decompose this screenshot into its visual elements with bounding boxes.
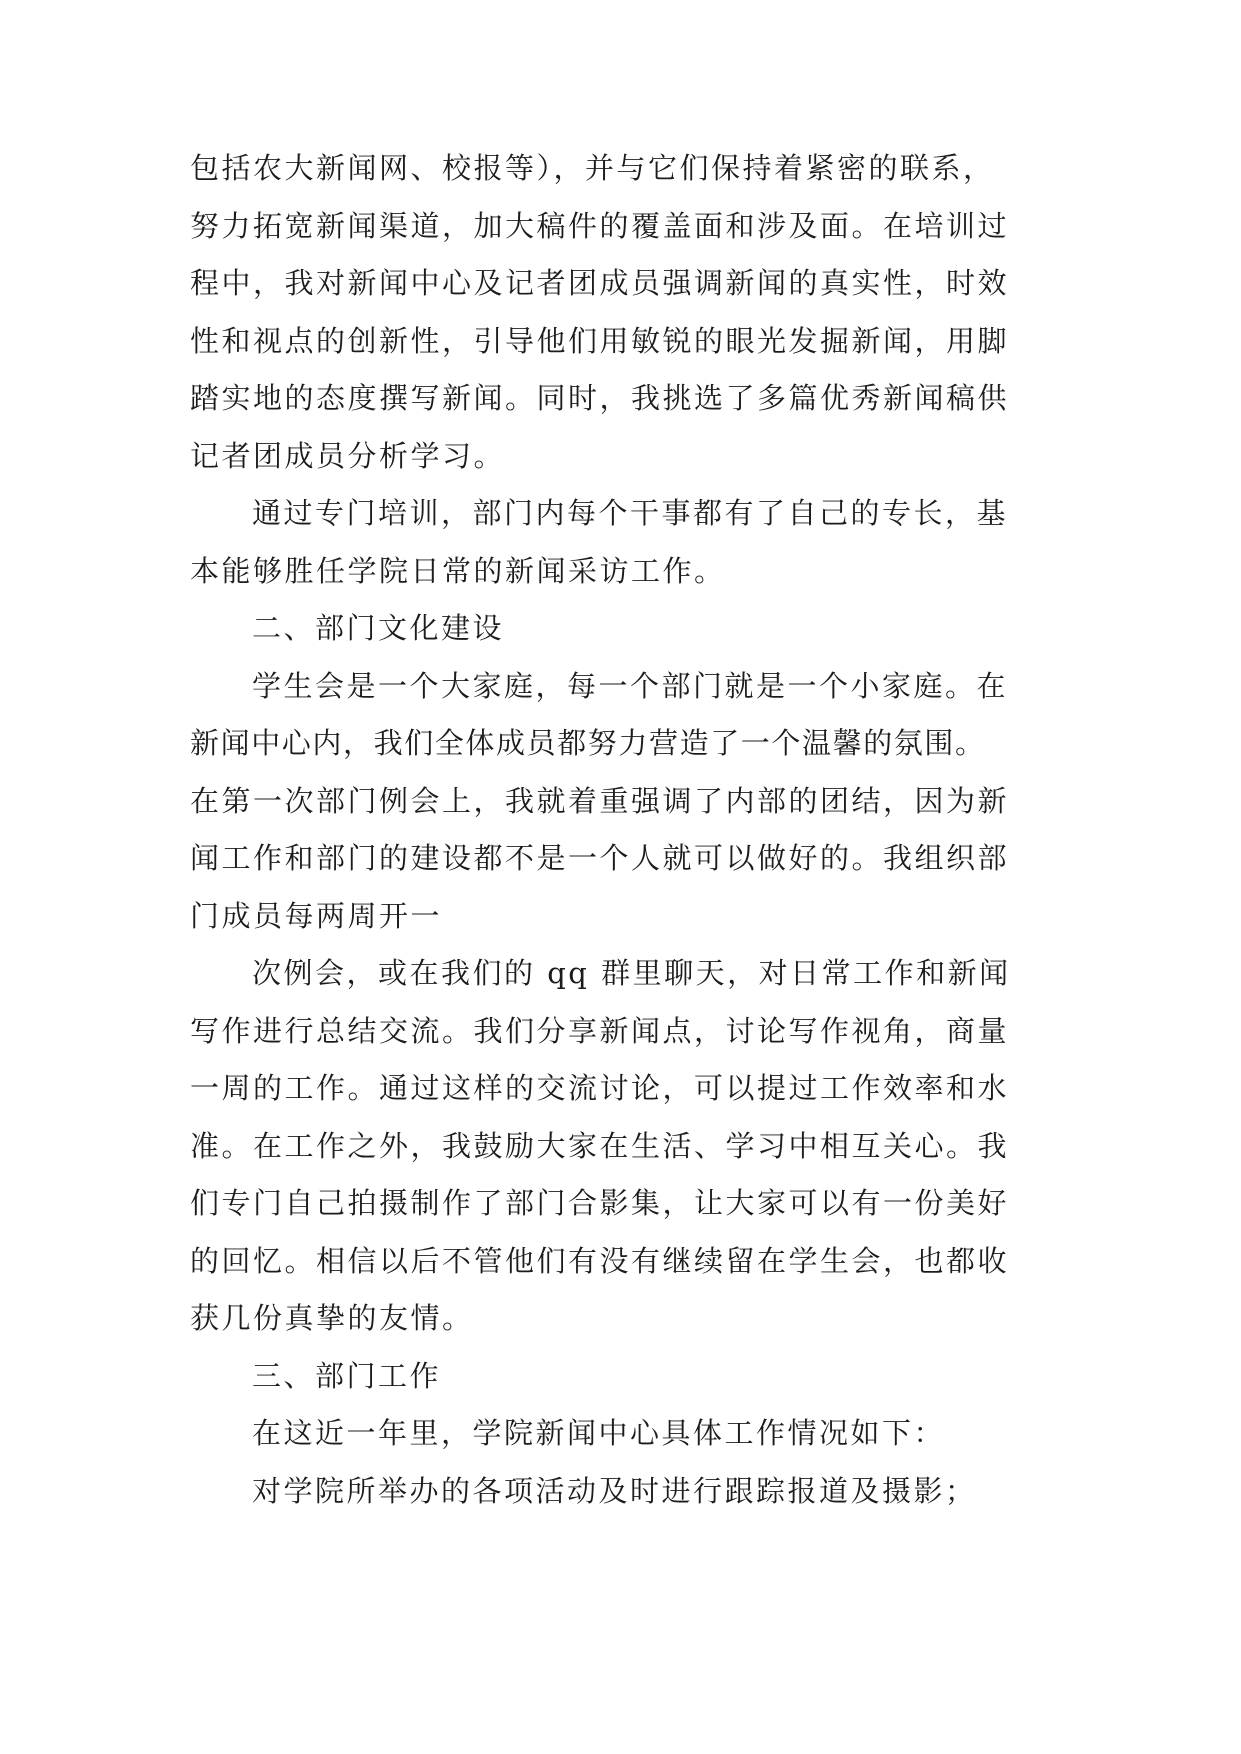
- body-text-line: 记者团成员分析学习。: [190, 439, 506, 473]
- paragraph-first-line: 次例会，或在我们的 qq 群里聊天，对日常工作和新闻: [252, 956, 1011, 990]
- body-text-line: 一周的工作。通过这样的交流讨论，可以提过工作效率和水: [190, 1071, 1010, 1105]
- body-text-line: 门成员每两周开一: [190, 899, 443, 933]
- body-text-line: 踏实地的态度撰写新闻。同时，我挑选了多篇优秀新闻稿供: [190, 381, 1010, 415]
- body-text-line: 写作进行总结交流。我们分享新闻点，讨论写作视角，商量: [190, 1014, 1010, 1048]
- body-text-line: 获几份真挚的友情。: [190, 1301, 474, 1335]
- body-text-line: 程中，我对新闻中心及记者团成员强调新闻的真实性，时效: [190, 266, 1010, 300]
- section-heading-culture: 二、部门文化建设: [252, 611, 505, 645]
- body-text-line: 们专门自己拍摄制作了部门合影集，让大家可以有一份美好: [190, 1186, 1010, 1220]
- paragraph-first-line: 通过专门培训，部门内每个干事都有了自己的专长，基: [252, 496, 1009, 530]
- body-text-line: 努力拓宽新闻渠道，加大稿件的覆盖面和涉及面。在培训过: [190, 209, 1010, 243]
- body-text-line: 性和视点的创新性，引导他们用敏锐的眼光发掘新闻，用脚: [190, 324, 1010, 358]
- section-heading-work: 三、部门工作: [252, 1359, 442, 1393]
- body-text-line: 在第一次部门例会上，我就着重强调了内部的团结，因为新: [190, 784, 1010, 818]
- body-text-line: 的回忆。相信以后不管他们有没有继续留在学生会，也都收: [190, 1244, 1010, 1278]
- paragraph-first-line: 在这近一年里，学院新闻中心具体工作情况如下：: [252, 1416, 946, 1450]
- body-text-line: 包括农大新闻网、校报等），并与它们保持着紧密的联系，: [190, 151, 995, 185]
- body-text-line: 准。在工作之外，我鼓励大家在生活、学习中相互关心。我: [190, 1129, 1010, 1163]
- paragraph-first-line: 对学院所举办的各项活动及时进行跟踪报道及摄影；: [252, 1474, 977, 1508]
- body-text-line: 闻工作和部门的建设都不是一个人就可以做好的。我组织部: [190, 841, 1010, 875]
- body-text-line: 新闻中心内，我们全体成员都努力营造了一个温馨的氛围。: [190, 726, 986, 760]
- body-text-line: 本能够胜任学院日常的新闻采访工作。: [190, 554, 726, 588]
- paragraph-first-line: 学生会是一个大家庭，每一个部门就是一个小家庭。在: [252, 669, 1009, 703]
